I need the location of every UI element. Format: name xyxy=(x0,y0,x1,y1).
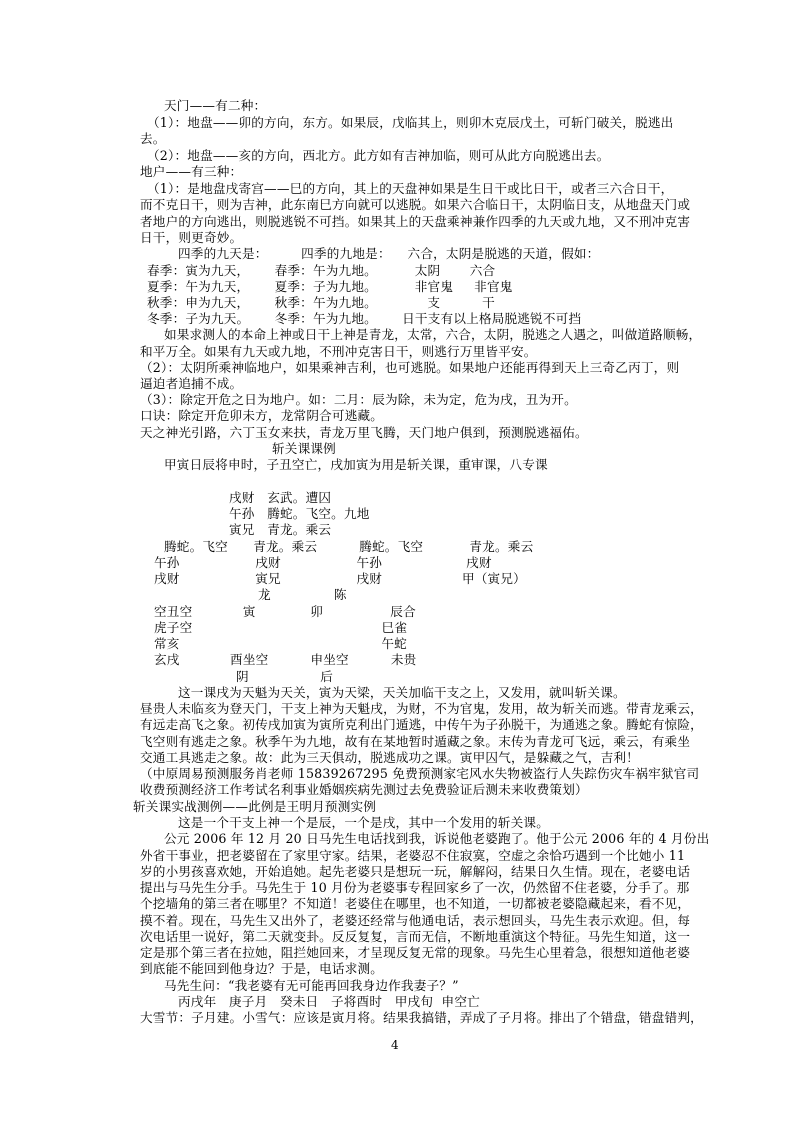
text-line: 逼迫者追捕不成。 xyxy=(140,376,243,391)
text-line: 有远走高飞之象。初传戌加寅为寅所克利出门遁逃，中传午为子孙脱干，为通逃之象。腾蛇有惊险， xyxy=(140,717,703,732)
text-line: 公元 2006 年 12 月 20 日马先生电话找到我，诉说他老婆跑了。他于公元 2006 年的 4 月份出 xyxy=(164,831,710,846)
chart-line: 虎子空 巳雀 xyxy=(154,620,408,635)
chart-line: 空丑空 寅 卯 辰合 xyxy=(154,604,416,619)
text-line: 日干，则更奇妙。 xyxy=(140,230,243,245)
chart-line: 阴 后 xyxy=(236,669,334,684)
text-line: 甲寅日辰将申时，子丑空亡，戌加寅为用是斩关课，重审课，八专课 xyxy=(164,457,548,472)
text-line: 夏季：午为九天， 夏季：子为九地。 非官鬼 非官鬼 xyxy=(147,279,513,294)
text-line: 大雪节：子月建。小雪气：应该是寅月将。结果我搞错，弄成了子月将。排出了个错盘，错盘错判， xyxy=(140,1010,703,1025)
text-line: 摸不着。现在，马先生又出外了，老婆还经常与他通电话，表示想回头，马先生表示欢迎。但，每 xyxy=(140,913,691,928)
text-line: 这一课戌为天魁为天关，寅为天梁，天关加临干支之上，又发用，就叫斩关课。 xyxy=(178,685,626,700)
text-line: 丙戌年 庚子月 癸未日 子将酉时 甲戌旬 申空亡 xyxy=(178,994,480,1009)
text-line: 到底能不能回到他身边？于是，电话求测。 xyxy=(140,961,384,976)
chart-line: 午孙 腾蛇。飞空。九地 xyxy=(229,506,370,521)
text-line: 四季的九天是： 四季的九地是： 六合，太阴是脱逃的天道，假如： xyxy=(178,246,600,261)
text-line: 口诀：除定开危卯未方，龙常阴合可逃藏。 xyxy=(140,408,384,423)
text-line: 昼贵人未临亥为登天门，干支上神为天魁戌，为财，不为官鬼，发用，故为斩关而逃。带青龙乘云， xyxy=(140,701,703,716)
text-line: （3）：除定开危之日为地户。如：二月：辰为除，未为定，危为戌，丑为开。 xyxy=(140,392,577,407)
section-heading: 斩关课课例 xyxy=(272,441,336,456)
text-line: 地户——有三种： xyxy=(140,164,243,179)
chart-line: 龙 陈 xyxy=(258,587,347,602)
text-line: （中原周易预测服务肖老师 15839267295 免费预测家宅风水失物被盗行人失踪伤灾车祸牢狱官司 xyxy=(140,766,700,781)
text-line: （2）：地盘——亥的方向，西北方。此方如有吉神加临，则可从此方向脱逃出去。 xyxy=(147,148,610,163)
text-line: 春季：寅为九天， 春季：午为九地。 太阴 六合 xyxy=(147,263,496,278)
chart-line: 玄戌 酉坐空 申坐空 未贵 xyxy=(154,652,417,667)
chart-line: 常亥 午蛇 xyxy=(154,636,407,651)
text-line: 飞空则有逃走之象。秋季午为九地，故有在某地暂时遁藏之象。末传为青龙可飞远，乘云，有乘坐 xyxy=(140,734,691,749)
text-line: （1）：地盘——卯的方向，东方。如果辰，戊临其上，则卯木克辰戊土，可斩门破关，脱逃出 xyxy=(147,115,674,130)
text-line: 如果求测人的本命上神或日干上神是青龙，太常，六合，太阴，脱逃之人遇之，叫做道路顺畅， xyxy=(164,327,702,342)
text-line: 斩关课实战测例——此例是王明月预测实例 xyxy=(133,799,377,814)
text-line: 秋季：申为九天， 秋季：午为九地。 支 干 xyxy=(147,295,495,310)
text-line: 马先生问：“我老婆有无可能再回我身边作我妻子？” xyxy=(164,978,459,993)
text-line: 岁的小男孩喜欢她，开始追她。起先老婆只是想玩一玩，解解闷，结果日久生情。现在，老婆电话 xyxy=(140,864,691,879)
page-number: 4 xyxy=(391,1038,399,1052)
text-line: 天门——有二种： xyxy=(164,98,267,113)
chart-line: 腾蛇。飞空 青龙。乘云 腾蛇。飞空 青龙。乘云 xyxy=(164,539,534,554)
text-line: 冬季：子为九天。 冬季：午为九地。 日干支有以上格局脱逃锐不可挡 xyxy=(147,311,582,326)
text-line: 次电话里一说好，第二天就变卦。反反复复，言而无信，不断地重演这个特征。马先生知道，这一 xyxy=(140,929,691,944)
text-line: 而不克日干，则为吉神，此东南巳方向就可以逃脱。如果六合临日干，太阴临日支，从地盘天门或 xyxy=(140,197,691,212)
text-line: 交通工具逃走之象。故：此为三天俱动，脱逃成功之课。寅甲囚气，是躲藏之气，吉利！ xyxy=(140,750,639,765)
text-line: 定是那个第三者在拉她，阻拦她回来，才呈现反复无常的现象。马先生心里着急，很想知道他老婆 xyxy=(140,945,691,960)
text-line: 提出与马先生分手。马先生于 10 月份为老婆事专程回家乡了一次，仍然留不住老婆，分手了。那 xyxy=(140,880,690,895)
text-line: 收费预测经济工作考试名利事业婚姻疾病先测过去免费验证后测未来收费策划） xyxy=(140,782,588,797)
text-line: 和平万全。如果有九天或九地，不刑冲克害日干，则逃行万里皆平安。 xyxy=(140,344,537,359)
chart-line: 戌财 寅兄 戌财 甲（寅兄） xyxy=(154,571,526,586)
text-line: 去。 xyxy=(140,131,166,146)
chart-line: 戌财 玄武。遭囚 xyxy=(229,490,332,505)
text-line: （2）：太阴所乘神临地户，如果乘神吉利，也可逃脱。如果地户还能再得到天上三奇乙丙丁，则 xyxy=(140,360,680,375)
text-line: （1）：是地盘戌寄宫——巳的方向，其上的天盘神如果是生日干或比日干，或者三六合日干， xyxy=(147,181,674,196)
text-line: 天之神光引路，六丁玉女来扶，青龙万里飞腾，天门地户俱到，预测脱逃福佑。 xyxy=(140,425,588,440)
chart-line: 午孙 戌财 午孙 戌财 xyxy=(154,555,492,570)
text-line: 外省干事业，把老婆留在了家里守家。结果，老婆忍不住寂寞，空虚之余恰巧遇到一个比她小 11 xyxy=(140,848,686,863)
text-line: 个挖墙角的第三者在哪里？不知道！老婆住在哪里，也不知道，一切都被老婆隐藏起来，看不见， xyxy=(140,896,691,911)
text-line: 这是一个干支上神一个是辰，一个是戌，其中一个发用的斩关课。 xyxy=(178,815,550,830)
text-line: 者地户的方向逃出，则脱逃锐不可挡。如果其上的天盘乘神兼作四季的九天或九地，又不刑冲克害 xyxy=(140,214,691,229)
chart-line: 寅兄 青龙。乘云 xyxy=(229,522,332,537)
